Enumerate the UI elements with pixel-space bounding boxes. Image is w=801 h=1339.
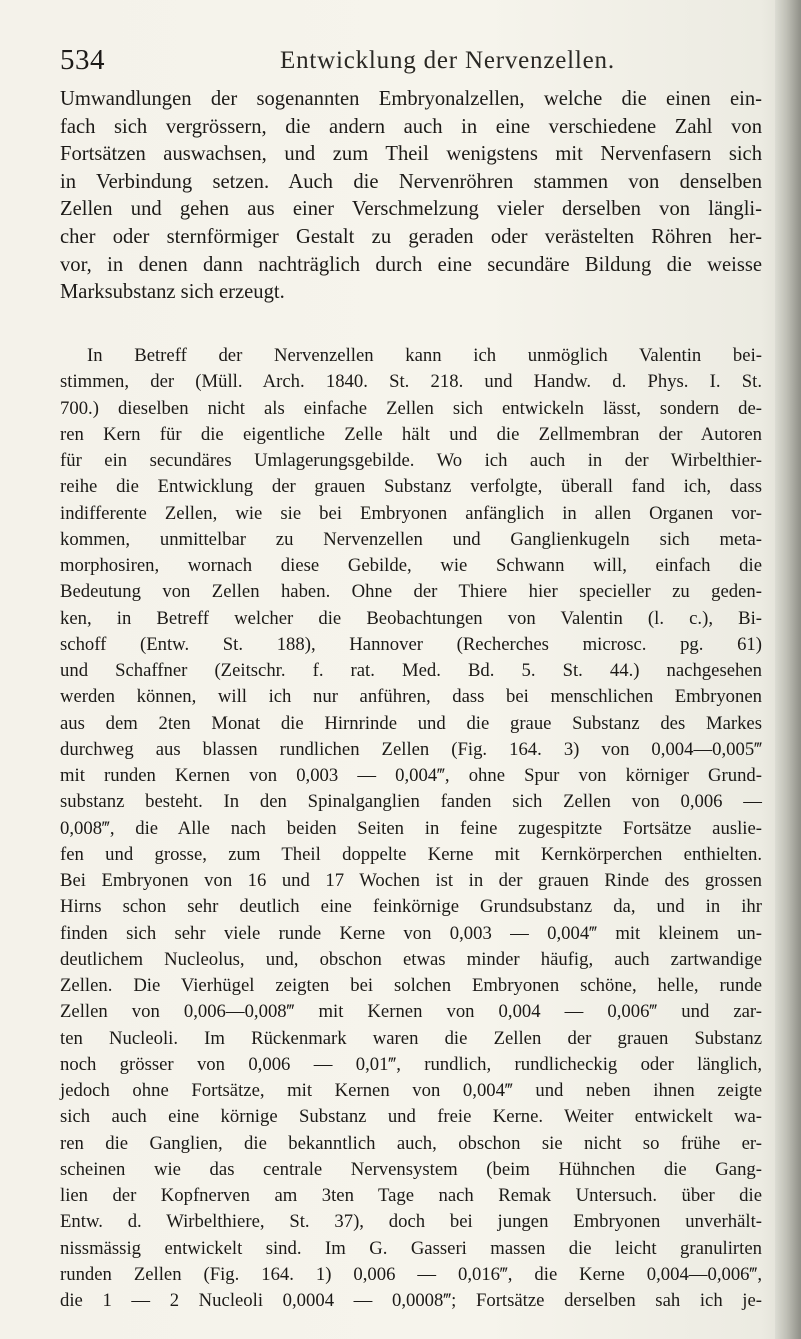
text-line: cher oder sternförmiger Gestalt zu geraden oder verästelten Röhren her- xyxy=(60,225,762,248)
text-line: schoff (Entw. St. 188), Hannover (Recherches microsc. pg. 61) xyxy=(60,633,762,655)
text-line: 0,008‴, die Alle nach beiden Seiten in feine zugespitzte Fortsätze auslie- xyxy=(60,817,762,839)
text-line: finden sich sehr viele runde Kerne von 0,003 — 0,004‴ mit kleinem un- xyxy=(60,922,762,944)
page-number: 534 xyxy=(60,44,105,76)
text-line: deutlichem Nucleolus, und, obschon etwas minder häufig, auch zartwandige xyxy=(60,948,762,970)
text-line: 700.) dieselben nicht als einfache Zellen sich entwickeln lässt, sondern de- xyxy=(60,397,762,419)
paragraph-1 xyxy=(60,86,762,307)
text-line: Hirns schon sehr deutlich eine feinkörnige Grundsubstanz da, und in ihr xyxy=(60,896,762,918)
text-line: werden können, will ich nur anführen, dass bei menschlichen Embryonen xyxy=(60,686,762,708)
text-line: stimmen, der (Müll. Arch. 1840. St. 218. und Handw. d. Phys. I. St. xyxy=(60,371,762,393)
text-line: die 1 — 2 Nucleoli 0,0004 — 0,0008‴; Fortsätze derselben sah ich je- xyxy=(60,1290,762,1311)
text-line: durchweg aus blassen rundlichen Zellen (Fig. 164. 3) von 0,004—0,005‴ xyxy=(60,738,762,760)
text-line: Fortsätzen auswachsen, und zum Theil wenigstens mit Nervenfasern sich xyxy=(60,143,762,166)
text-line: runden Zellen (Fig. 164. 1) 0,006 — 0,016‴, die Kerne 0,004—0,006‴, xyxy=(60,1263,762,1285)
text-line: scheinen wie das centrale Nervensystem (beim Hühnchen die Gang- xyxy=(60,1158,762,1180)
text-line: ken, in Betreff welcher die Beobachtungen von Valentin (l. c.), Bi- xyxy=(60,607,762,629)
text-line: sich auch eine körnige Substanz und freie Kerne. Weiter entwickelt wa- xyxy=(60,1106,762,1128)
page-header xyxy=(60,44,760,84)
text-line: aus dem 2ten Monat die Hirnrinde und die graue Substanz des Markes xyxy=(60,712,762,734)
running-title: Entwicklung der Nervenzellen. xyxy=(280,47,615,74)
paragraph-2 xyxy=(60,343,762,1314)
text-line: noch grösser von 0,006 — 0,01‴, rundlich, rundlicheckig oder länglich, xyxy=(60,1053,762,1075)
text-line: fach sich vergrössern, die andern auch in eine verschiedene Zahl von xyxy=(60,115,762,138)
text-line: mit runden Kernen von 0,003 — 0,004‴, ohne Spur von körniger Grund- xyxy=(60,765,762,786)
text-line: jedoch ohne Fortsätze, mit Kernen von 0,004‴ und neben ihnen zeigte xyxy=(60,1080,762,1101)
text-line: In Betreff der Nervenzellen kann ich unmöglich Valentin bei- xyxy=(87,345,762,366)
text-line: kommen, unmittelbar zu Nervenzellen und Ganglienkugeln sich meta- xyxy=(60,528,762,550)
text-line: Zellen von 0,006—0,008‴ mit Kernen von 0,004 — 0,006‴ und zar- xyxy=(60,1001,762,1023)
text-line: für ein secundäres Umlagerungsgebilde. Wo ich auch in der Wirbelthier- xyxy=(60,450,762,471)
text-line: fen und grosse, zum Theil doppelte Kerne mit Kernkörperchen enthielten. xyxy=(60,843,762,865)
text-line: nissmässig entwickelt sind. Im G. Gasseri massen die leicht granulirten xyxy=(60,1237,762,1259)
text-line: indifferente Zellen, wie sie bei Embryonen anfänglich in allen Organen vor- xyxy=(60,502,762,524)
text-line: substanz besteht. In den Spinalganglien fanden sich Zellen von 0,006 — xyxy=(60,791,762,813)
text-line: ren die Ganglien, die bekanntlich auch, obschon sie nicht so frühe er- xyxy=(60,1132,762,1154)
text-line: und Schaffner (Zeitschr. f. rat. Med. Bd. 5. St. 44.) nachgesehen xyxy=(60,660,762,681)
text-line: morphosiren, wornach diese Gebilde, wie Schwann will, einfach die xyxy=(60,555,762,576)
text-line: vor, in denen dann nachträglich durch eine secundäre Bildung die weisse xyxy=(60,253,762,276)
page-edge-shadow xyxy=(775,0,801,1339)
text-line: Marksubstanz sich erzeugt. xyxy=(60,281,285,304)
text-line: Bedeutung von Zellen haben. Ohne der Thiere hier specieller zu geden- xyxy=(60,581,762,603)
text-line: reihe die Entwicklung der grauen Substanz verfolgte, überall fand ich, dass xyxy=(60,476,762,498)
text-line: ten Nucleoli. Im Rückenmark waren die Zellen der grauen Substanz xyxy=(60,1027,762,1049)
text-line: Entw. d. Wirbelthiere, St. 37), doch bei jungen Embryonen unverhält- xyxy=(60,1211,762,1233)
text-line: Umwandlungen der sogenannten Embryonalzellen, welche die einen ein- xyxy=(60,88,762,110)
text-line: in Verbindung setzen. Auch die Nervenröhren stammen von denselben xyxy=(60,170,762,193)
text-line: ren Kern für die eigentliche Zelle hält und die Zellmembran der Autoren xyxy=(60,423,762,445)
text-line: Zellen und gehen aus einer Verschmelzung vieler derselben von längli- xyxy=(60,198,762,221)
text-line: Zellen. Die Vierhügel zeigten bei solchen Embryonen schöne, helle, runde xyxy=(60,975,762,996)
text-line: Bei Embryonen von 16 und 17 Wochen ist in der grauen Rinde des grossen xyxy=(60,870,762,891)
text-line: lien der Kopfnerven am 3ten Tage nach Remak Untersuch. über die xyxy=(60,1185,762,1206)
